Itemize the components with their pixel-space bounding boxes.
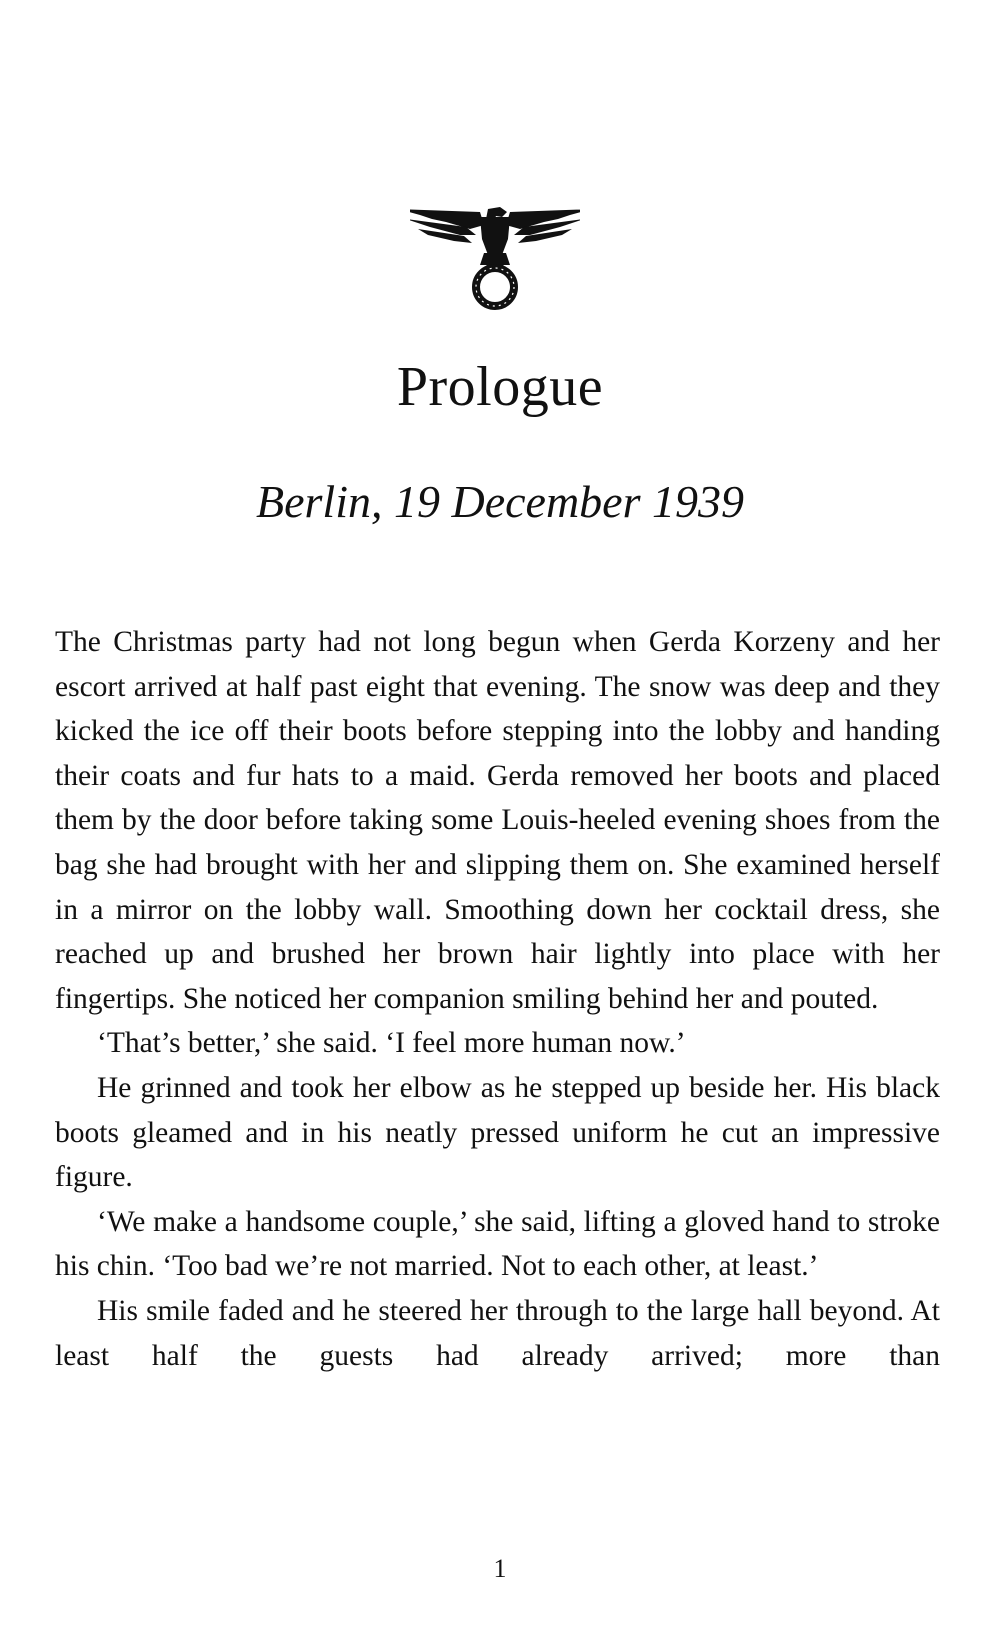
chapter-title: Prologue bbox=[396, 356, 604, 418]
paragraph: He grinned and took her elbow as he stepped up beside her. His black boots gleamed and in his neatly pressed uniform he cut an impressive figure. bbox=[55, 1071, 940, 1194]
body-text bbox=[55, 620, 940, 1378]
eagle-wreath-icon bbox=[410, 205, 580, 315]
chapter-subtitle: Berlin, 19 December 1939 bbox=[256, 476, 744, 527]
paragraph: The Christmas party had not long begun when Gerda Korzeny and her escort arrived at half past eight that evening. The snow was deep and they kicked the ice off their boots before stepping into the lobby and handing their coats and fur hats to a maid. Gerda removed her boots and placed them by the door before taking some Louis-heeled evening shoes from the bag she had brought with her and slipping them on. She examined herself in a mirror on the lobby wall. Smoothing down her cocktail dress, she reached up and brushed her brown hair lightly into place with her fingertips. She noticed her companion smiling behind her and pouted. bbox=[55, 626, 940, 1015]
paragraph: ‘That’s better,’ she said. ‘I feel more human now.’ bbox=[97, 1027, 686, 1060]
paragraph: His smile faded and he steered her through to the large hall beyond. At least half the guests had already arrived; more than bbox=[55, 1294, 940, 1372]
page-number: 1 bbox=[493, 1554, 507, 1583]
paragraph: ‘We make a handsome couple,’ she said, lifting a gloved hand to stroke his chin. ‘Too bad we’re not married. Not to each other, at least.’ bbox=[55, 1205, 940, 1283]
